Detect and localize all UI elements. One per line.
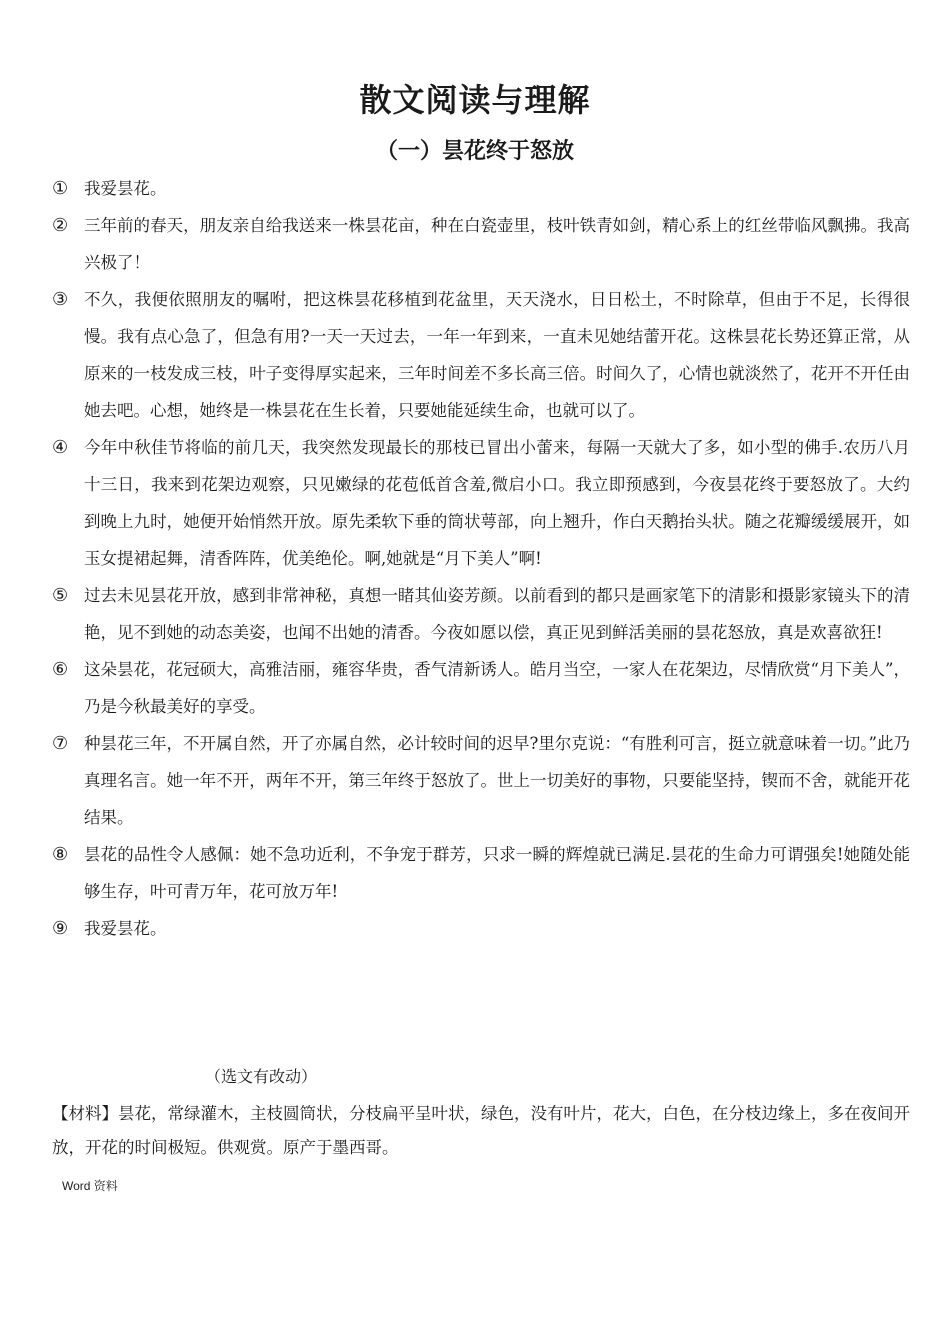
paragraph-text: 这朵昙花，花冠硕大，高雅洁丽，雍容华贵，香气清新诱人。皓月当空，一家人在花架边，尽情欣赏“月下美人”，乃是今秋最美好的享受。 bbox=[84, 660, 910, 716]
paragraph bbox=[52, 170, 910, 207]
paragraph bbox=[52, 836, 910, 910]
paragraph bbox=[52, 577, 910, 651]
paragraph-text: 过去未见昙花开放，感到非常神秘，真想一睹其仙姿芳颜。以前看到的都只是画家笔下的清影和摄影家镜头下的清艳，见不到她的动态美姿，也闻不出她的清香。今夜如愿以偿，真正见到鲜活美丽的昙花怒放，真是欢喜欲狂! bbox=[84, 586, 910, 642]
paragraph bbox=[52, 429, 910, 577]
paragraph-text: 三年前的春天，朋友亲自给我送来一株昙花亩，种在白瓷壶里，枝叶铁青如剑，精心系上的红丝带临风飘拂。我高兴极了！ bbox=[84, 216, 910, 272]
paragraph bbox=[52, 725, 910, 836]
paragraph-number: ③ bbox=[52, 289, 69, 310]
paragraph bbox=[52, 910, 910, 947]
paragraph-number: ⑥ bbox=[52, 659, 69, 680]
paragraph-number: ⑧ bbox=[52, 844, 69, 865]
paragraph-number: ⑨ bbox=[52, 918, 69, 939]
paragraph-text: 昙花的品性令人感佩：她不急功近利，不争宠于群芳，只求一瞬的辉煌就已满足.昙花的生命力可谓强矣!她随处能够生存，叶可青万年，花可放万年! bbox=[84, 845, 910, 901]
document-title: 散文阅读与理解 bbox=[359, 81, 591, 119]
paragraph-number: ① bbox=[52, 178, 69, 199]
paragraph-number: ② bbox=[52, 215, 69, 236]
paragraph bbox=[52, 281, 910, 429]
paragraph-text: 种昙花三年，不开属自然，开了亦属自然，必计较时间的迟早?里尔克说：“有胜利可言，挺立就意味着一切。”此乃真理名言。她一年不开，两年不开，第三年终于怒放了。世上一切美好的事物，只要能坚持，锲而不舍，就能开花结果。 bbox=[84, 734, 910, 827]
paragraph-text: 我爱昙花。 bbox=[84, 919, 167, 938]
paragraph bbox=[52, 207, 910, 281]
paragraph-list bbox=[52, 170, 910, 947]
page-footer: Word 资料 bbox=[62, 1179, 118, 1193]
paragraph-text: 今年中秋佳节将临的前几天，我突然发现最长的那枝已冒出小蕾来，每隔一天就大了多，如小型的佛手.农历八月十三日，我来到花架边观察，只见嫩绿的花苞低首含羞,微启小口。我立即预感到，今夜昙花终于要怒放了。大约到晚上九时，她便开始悄然开放。原先柔软下垂的筒状萼部，向上翘升，作白天鹅抬头状。随之花瓣缓缓展开，如玉女提裙起舞，清香阵阵，优美绝伦。啊,她就是“月下美人”啊! bbox=[84, 438, 910, 568]
document-subtitle: （一）昙花终于怒放 bbox=[375, 139, 574, 164]
paragraph-text: 我爱昙花。 bbox=[84, 179, 167, 198]
paragraph bbox=[52, 651, 910, 725]
source-note: （选文有改动） bbox=[205, 1067, 318, 1086]
material-note: 【材料】昙花，常绿灌木，主枝圆筒状，分枝扁平呈叶状，绿色，没有叶片，花大，白色，在分枝边缘上，多在夜间开放，开花的时间极短。供观赏。原产于墨西哥。 bbox=[52, 1104, 910, 1157]
paragraph-number: ⑦ bbox=[52, 733, 69, 754]
paragraph-number: ④ bbox=[52, 437, 69, 458]
paragraph-number: ⑤ bbox=[52, 585, 69, 606]
paragraph-text: 不久，我便依照朋友的嘱咐，把这株昙花移植到花盆里，天天浇水，日日松土，不时除草，但由于不足，长得很慢。我有点心急了，但急有用?一天一天过去，一年一年到来，一直未见她结蕾开花。这株昙花长势还算正常，从原来的一枝发成三枝，叶子变得厚实起来，三年时间差不多长高三倍。时间久了，心情也就淡然了，花开不开任由她去吧。心想，她终是一株昙花在生长着，只要她能延续生命，也就可以了。 bbox=[84, 290, 910, 420]
